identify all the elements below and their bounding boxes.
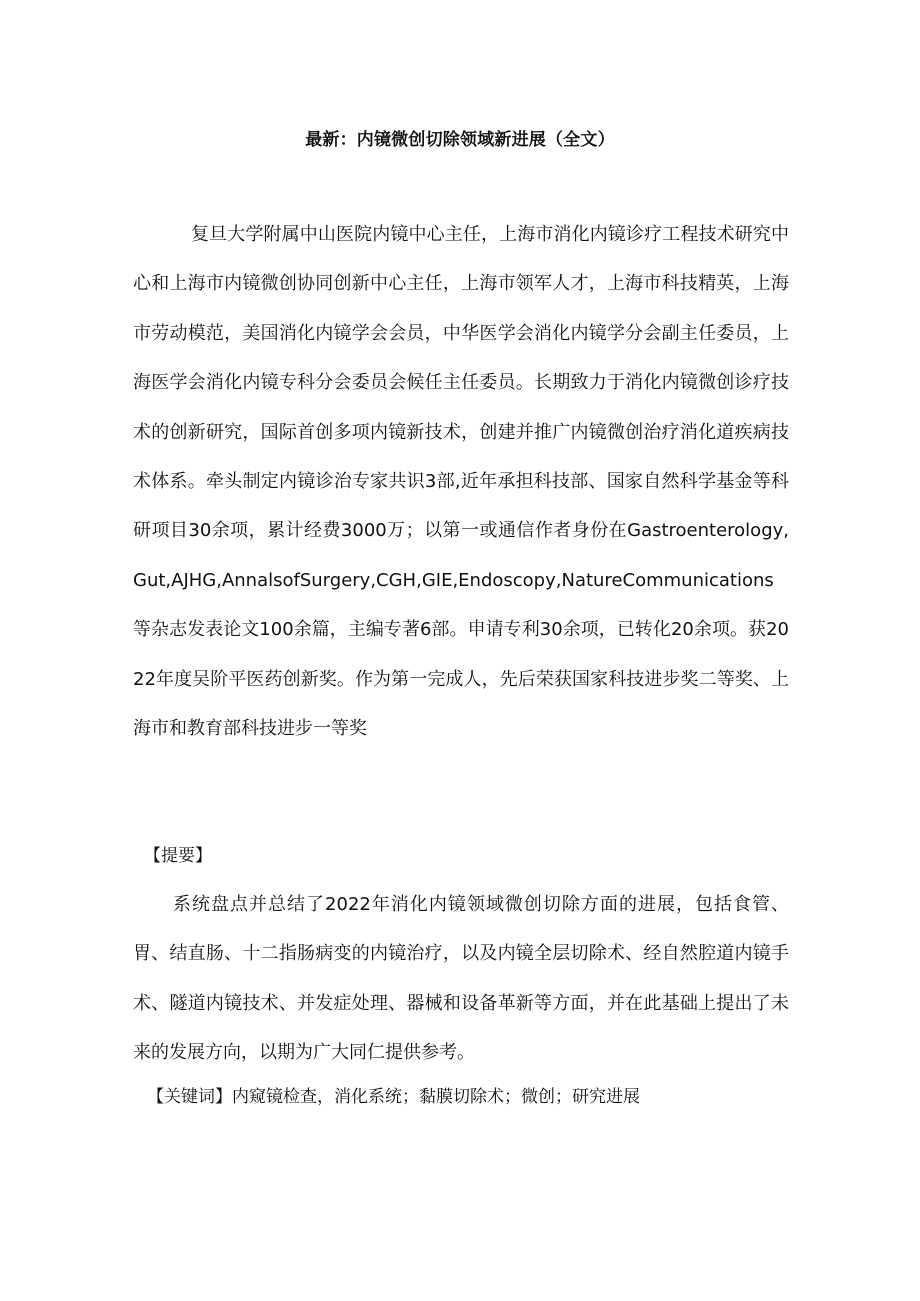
author-bio-paragraph: 复旦大学附属中山医院内镜中心主任，上海市消化内镜诊疗工程技术研究中心和上海市内镜微创协同创新中心主任，上海市领军人才，上海市科技精英，上海市劳动模范，美国消化内镜学会会员，中华医学会消化内镜学分会副主任委员，上海医学会消化内镜专科分会委员会候任主任委员。长期致力于消化内镜微创诊疗技术的创新研究，国际首创多项内镜新技术，创建并推广内镜微创治疗消化道疾病技术体系。牵头制定内镜诊治专家共识3部,近年承担科技部、国家自然科学基金等科研项目30余项，累计经费3000万；以第一或通信作者身份在Gastroenterology,Gut,AJHG,AnnalsofSurgery,CGH,GIE,Endoscopy,NatureCommunications等杂志发表论文100余篇，主编专著6部。申请专利30余项，已转化20余项。获2022年度吴阶平医药创新奖。作为第一完成人，先后荣获国家科技进步奖二等奖、上海市和教育部科技进步一等奖 (133, 224, 789, 740)
keywords-line: 【关键词】内窥镜检查，消化系统；黏膜切除术；微创；研究进展 (147, 1087, 640, 1107)
document-title: 最新：内镜微创切除领域新进展（全文） (305, 130, 615, 150)
abstract-paragraph: 系统盘点并总结了2022年消化内镜领域微创切除方面的进展，包括食管、胃、结直肠、十二指肠病变的内镜治疗，以及内镜全层切除术、经自然腔道内镜手术、隧道内镜技术、并发症处理、器械和设备革新等方面，并在此基础上提出了未来的发展方向，以期为广大同仁提供参考。 (133, 894, 789, 1064)
abstract-heading: 【提要】 (144, 846, 212, 866)
